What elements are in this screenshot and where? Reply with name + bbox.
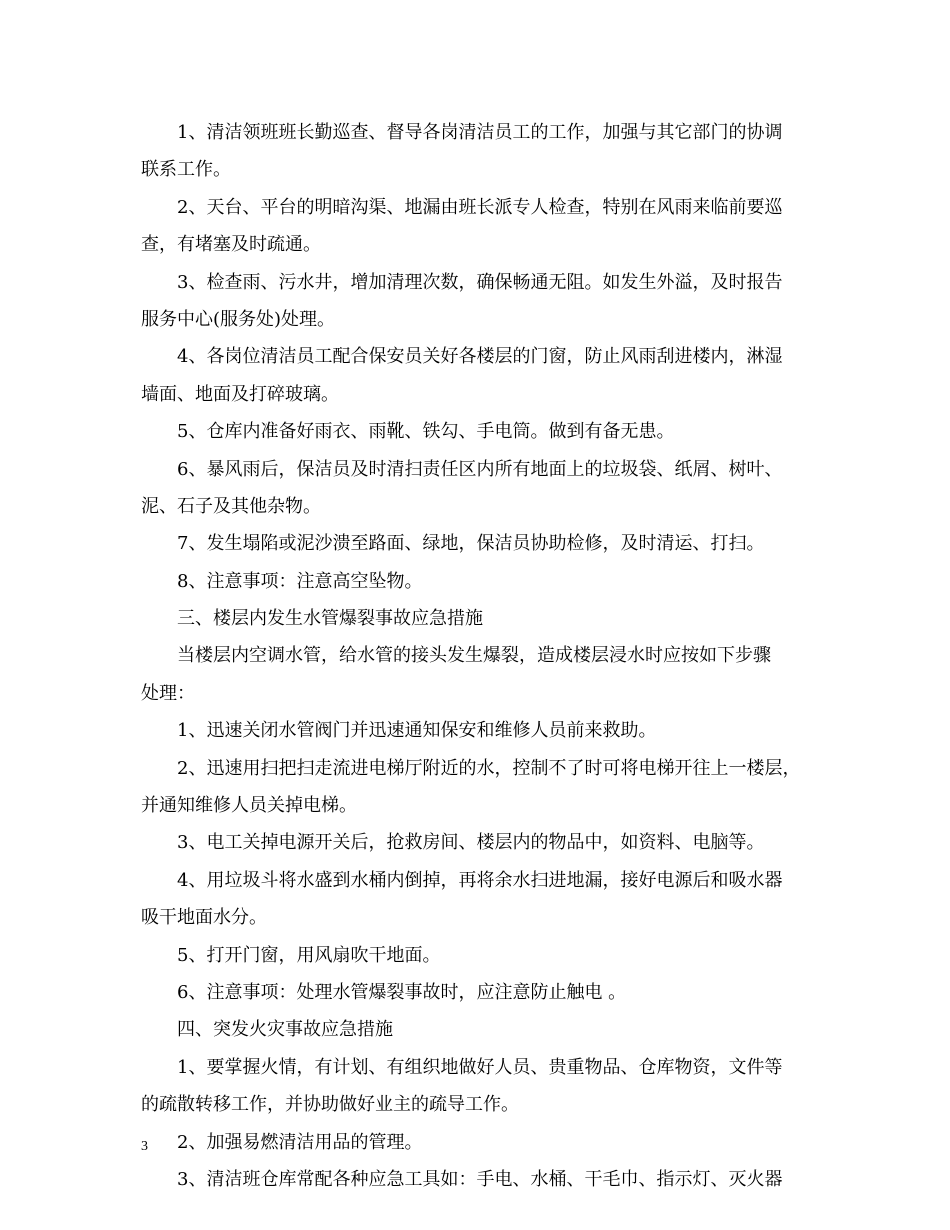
text-line: 四、突发火灾事故应急措施 bbox=[177, 1019, 393, 1041]
text-line: 3、电工关掉电源开关后，抢救房间、楼层内的物品中，如资料、电脑等。 bbox=[177, 832, 765, 854]
text-line: 2、迅速用扫把扫走流进电梯厅附近的水，控制不了时可将电梯开往上一楼层， bbox=[177, 757, 801, 779]
text-line: 当楼层内空调水管，给水管的接头发生爆裂，造成楼层浸水时应按如下步骤 bbox=[177, 645, 771, 667]
text-line: 7、发生塌陷或泥沙溃至路面、绿地，保洁员协助检修，及时清运、打扫。 bbox=[177, 533, 765, 555]
text-line: 查，有堵塞及时疏通。 bbox=[141, 234, 321, 256]
text-line: 吸干地面水分。 bbox=[141, 907, 267, 929]
text-line: 4、用垃圾斗将水盛到水桶内倒掉，再将余水扫进地漏，接好电源后和吸水器 bbox=[177, 869, 783, 891]
text-line: 3、检查雨、污水井，增加清理次数，确保畅通无阻。如发生外溢，及时报告 bbox=[177, 271, 783, 293]
text-line: 并通知维修人员关掉电梯。 bbox=[141, 795, 357, 817]
text-line: 2、天台、平台的明暗沟渠、地漏由班长派专人检查，特别在风雨来临前要巡 bbox=[177, 196, 783, 218]
text-line: 联系工作。 bbox=[141, 159, 231, 181]
text-line: 三、楼层内发生水管爆裂事故应急措施 bbox=[177, 608, 483, 630]
text-line: 6、暴风雨后，保洁员及时清扫责任区内所有地面上的垃圾袋、纸屑、树叶、 bbox=[177, 458, 783, 480]
text-line: 6、注意事项：处理水管爆裂事故时，应注意防止触电 。 bbox=[177, 981, 627, 1003]
text-line: 1、迅速关闭水管阀门并迅速通知保安和维修人员前来救助。 bbox=[177, 720, 657, 742]
text-line: 8、注意事项：注意高空坠物。 bbox=[177, 570, 423, 592]
page-number: 3 bbox=[141, 1139, 148, 1154]
text-line: 的疏散转移工作，并协助做好业主的疏导工作。 bbox=[141, 1094, 519, 1116]
text-line: 泥、石子及其他杂物。 bbox=[141, 495, 321, 517]
text-line: 服务中心(服务处)处理。 bbox=[141, 308, 336, 330]
text-line: 1、要掌握火情，有计划、有组织地做好人员、贵重物品、仓库物资，文件等 bbox=[177, 1056, 783, 1078]
document-body bbox=[141, 114, 811, 1198]
text-line: 5、打开门窗，用风扇吹干地面。 bbox=[177, 944, 441, 966]
text-line: 墙面、地面及打碎玻璃。 bbox=[141, 383, 339, 405]
text-line: 2、加强易燃清洁用品的管理。 bbox=[177, 1131, 423, 1153]
text-line: 5、仓库内准备好雨衣、雨靴、铁勾、手电筒。做到有备无患。 bbox=[177, 421, 675, 443]
text-line: 3、清洁班仓库常配各种应急工具如：手电、水桶、干毛巾、指示灯、灭火器 bbox=[177, 1168, 783, 1190]
text-line: 1、清洁领班班长勤巡查、督导各岗清洁员工的工作，加强与其它部门的协调 bbox=[177, 122, 783, 143]
text-line: 4、各岗位清洁员工配合保安员关好各楼层的门窗，防止风雨刮进楼内，淋湿 bbox=[177, 346, 783, 368]
text-line: 处理： bbox=[141, 682, 195, 704]
